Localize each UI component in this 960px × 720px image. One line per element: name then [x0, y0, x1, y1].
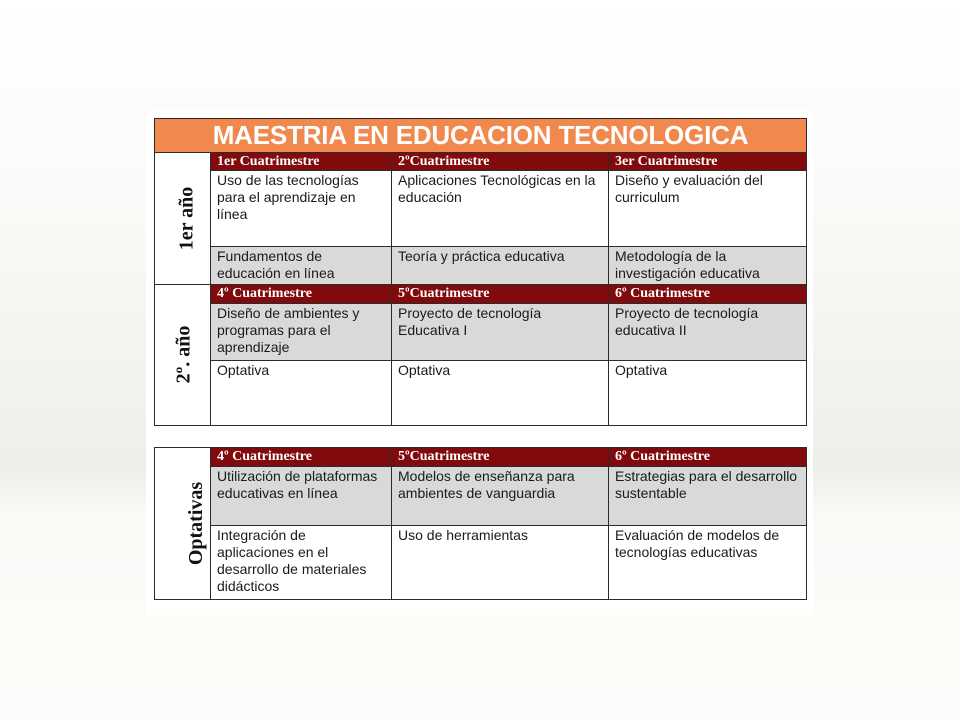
curriculum-table — [154, 118, 807, 426]
year-1-course-cell: Metodología de la investigación educativa — [609, 247, 807, 285]
year-2-course-cell: Proyecto de tecnología educativa II — [609, 304, 807, 361]
year-1-label: 1er año — [175, 186, 198, 250]
year-1-course-cell: Teoría y práctica educativa — [392, 247, 609, 285]
optativas-header-3: 6º Cuatrimestre — [609, 448, 807, 467]
optativas-course-cell: Utilización de plataformas educativas en línea — [211, 467, 392, 526]
year-2-header-1: 4º Cuatrimestre — [211, 285, 392, 304]
page-title: MAESTRIA EN EDUCACION TECNOLOGICA — [155, 119, 807, 153]
year-2-header-2: 5ºCuatrimestre — [392, 285, 609, 304]
optativas-label-cell — [155, 448, 211, 600]
optativas-course-cell: Estrategias para el desarrollo sustentable — [609, 467, 807, 526]
year-2-course-cell: Diseño de ambientes y programas para el aprendizaje — [211, 304, 392, 361]
year-1-course-cell: Aplicaciones Tecnológicas en la educación — [392, 171, 609, 247]
year-1-course-cell: Uso de las tecnologías para el aprendizaje en línea — [211, 171, 392, 247]
year-1-label-cell — [155, 153, 211, 285]
optativas-course-cell: Evaluación de modelos de tecnologías educativas — [609, 526, 807, 600]
year-1-header-1: 1er Cuatrimestre — [211, 153, 392, 171]
year-2-label: 2º. año — [172, 325, 195, 384]
year-2-course-cell: Proyecto de tecnología Educativa I — [392, 304, 609, 361]
year-2-course-cell: Optativa — [211, 361, 392, 426]
optativas-header-2: 5ºCuatrimestre — [392, 448, 609, 467]
optativas-course-cell: Modelos de enseñanza para ambientes de vanguardia — [392, 467, 609, 526]
optativas-course-cell: Integración de aplicaciones en el desarrollo de materiales didácticos — [211, 526, 392, 600]
optativas-course-cell: Uso de herramientas — [392, 526, 609, 600]
year-2-label-cell — [155, 285, 211, 426]
year-1-course-cell: Fundamentos de educación en línea — [211, 247, 392, 285]
optativas-header-1: 4º Cuatrimestre — [211, 448, 392, 467]
year-1-header-3: 3er Cuatrimestre — [609, 153, 807, 171]
year-2-course-cell: Optativa — [392, 361, 609, 426]
year-2-header-3: 6º Cuatrimestre — [609, 285, 807, 304]
optativas-label: Optativas — [185, 481, 208, 565]
year-1-course-cell: Diseño y evaluación del curriculum — [609, 171, 807, 247]
optativas-table — [154, 447, 807, 600]
year-1-header-2: 2ºCuatrimestre — [392, 153, 609, 171]
year-2-course-cell: Optativa — [609, 361, 807, 426]
